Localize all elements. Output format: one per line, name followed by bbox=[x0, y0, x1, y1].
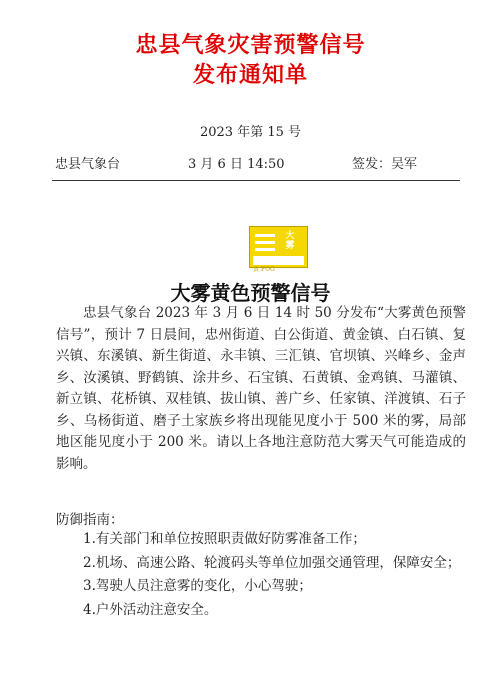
notice-title-line1: 忠县气象灾害预警信号 bbox=[135, 32, 366, 58]
notice-body bbox=[56, 303, 466, 475]
icon-caption: 黄 FOG bbox=[253, 266, 275, 273]
guide-item: 1.有关部门和单位按照职责做好防雾准备工作； bbox=[83, 531, 366, 547]
fog-yellow-warning-icon bbox=[249, 226, 308, 273]
guide-item: 3.驾驶人员注意雾的变化，小心驾驶； bbox=[83, 578, 312, 594]
icon-char: 大雾 bbox=[285, 231, 295, 251]
signer: 签发：吴军 bbox=[352, 157, 418, 172]
issue-datetime: 3 月 6 日 14:50 bbox=[188, 157, 285, 172]
issue-number: 2023 年第 15 号 bbox=[199, 125, 302, 140]
guide-heading: 防御指南： bbox=[56, 512, 124, 528]
guide-list bbox=[56, 528, 466, 622]
signal-name: 大雾黄色预警信号 bbox=[170, 281, 331, 305]
header-divider bbox=[52, 180, 460, 181]
body-paragraph: 忠县气象台 2023 年 3 月 6 日 14 时 50 分发布“大雾黄色预警信号”，预计 7 日晨间，忠州街道、白公街道、黄金镇、白石镇、复兴镇、东溪镇、新生街道、永丰镇、三汇镇、官坝镇、兴峰乡、金声乡、汝溪镇、野鹤镇、涂井乡、石宝镇、石黄镇、金鸡镇、马灌镇、新立镇、花桥镇、双桂镇、拔山镇、善广乡、任家镇、洋渡镇、石子乡、乌杨街道、磨子土家族乡将出现能见度小于 500 米的雾，局部地区能见度小于 200 米。请以上各地注意防范大雾天气可能造成的影响。 bbox=[56, 305, 466, 472]
guide-item: 4.户外活动注意安全。 bbox=[83, 601, 218, 618]
notice-title-line2: 发布通知单 bbox=[192, 62, 308, 88]
issuing-agency: 忠县气象台 bbox=[55, 157, 121, 172]
guide-item: 2.机场、高速公路、轮渡码头等单位加强交通管理，保障安全； bbox=[83, 554, 461, 571]
